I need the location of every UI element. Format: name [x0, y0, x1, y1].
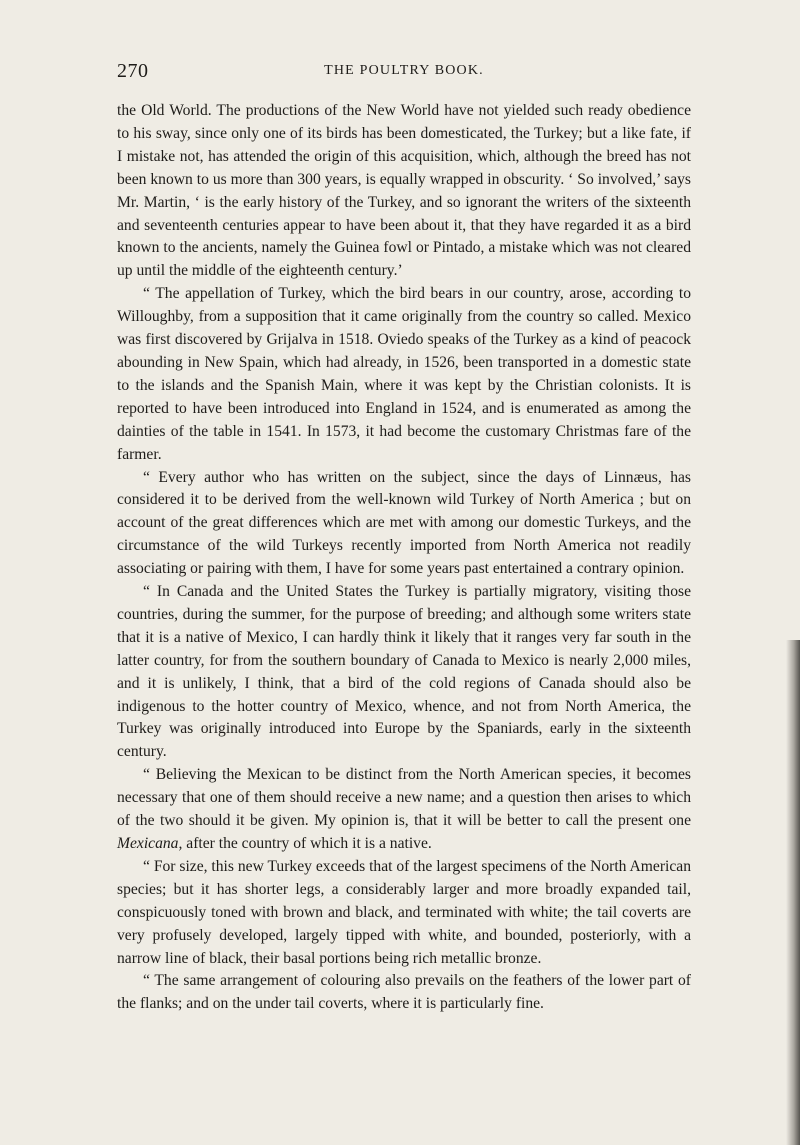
paragraph-5 [117, 764, 691, 856]
paragraph-4-text: “ In Canada and the United States the Turkey is partially migratory, visiting those countries, during the summer, for the purpose of breeding; and although some writers state that it is a native of Mexico, I can hardly think it likely that it ranges very far south in the latter country, for from the southern boundary of Canada to Mexico is nearly 2,000 miles, and it is unlikely, I think, that a bird of the cold regions of Canada should also be indigenous to the hotter country of Mexico, whence, and not from North America, the Turkey was originally introduced into Europe by the Spaniards, early in the sixteenth century. [117, 583, 691, 761]
running-head: THE POULTRY BOOK. [324, 63, 484, 78]
paragraph-6-text: “ For size, this new Turkey exceeds that of the largest specimens of the North American species; but it has shorter legs, a considerably larger and more broadly expanded tail, conspicuously toned with brown and black, and terminated with white; the tail coverts are very profusely developed, largely tipped with white, and bounded, posteriorly, with a narrow line of black, their basal portions being rich metallic bronze. [117, 857, 691, 967]
paragraph-3-text: “ Every author who has written on the subject, since the days of Linnæus, has considered it to be derived from the well-known wild Turkey of North America ; but on account of the great differences which are met with among our domestic Turkeys, and the circumstance of the wild Turkeys recently imported from North America not readily associating or pairing with them, I have for some years past entertained a contrary opinion. [117, 468, 691, 578]
page-edge-shadow [786, 640, 800, 1145]
paragraph-5-italic-species-name: Mexicana, [117, 835, 183, 852]
paragraph-5-text-b: after the country of which it is a native. [182, 835, 432, 852]
paragraph-4 [117, 581, 691, 764]
paragraph-1 [117, 100, 691, 283]
paragraph-2-text: “ The appellation of Turkey, which the bird bears in our country, arose, according to Willoughby, from a supposition that it came originally from the country so called. Mexico was first discovered by Grijalva in 1518. Oviedo speaks of the Turkey as a kind of peacock abounding in New Spain, which had already, in 1526, been transported in a domestic state to the islands and the Spanish Main, where it was kept by the Christian colonists. It is reported to have been introduced into England in 1524, and is enumerated as among the dainties of the table in 1541. In 1573, it had become the customary Christmas fare of the farmer. [117, 285, 691, 463]
body-text [117, 100, 691, 1016]
paragraph-6 [117, 856, 691, 971]
paragraph-2 [117, 283, 691, 466]
page-header [117, 60, 691, 86]
page-number: 270 [117, 60, 149, 82]
paragraph-7-text: “ The same arrangement of colouring also prevails on the feathers of the lower part of the flanks; and on the under tail coverts, where it is particularly fine. [117, 972, 691, 1013]
paragraph-7 [117, 970, 691, 1016]
paragraph-3 [117, 467, 691, 582]
paragraph-5-text-a: “ Believing the Mexican to be distinct from the North American species, it becomes necessary that one of them should receive a new name; and a question then arises to which of the two should it be given. My opinion is, that it will be better to call the present one [117, 766, 691, 830]
paragraph-1-text: the Old World. The productions of the New World have not yielded such ready obedience to his sway, since only one of its birds has been domesticated, the Turkey; but a like fate, if I mistake not, has attended the origin of this acquisition, which, although the breed has not been known to us more than 300 years, is equally wrapped in obscurity. ‘ So involved,’ says Mr. Martin, ‘ is the early history of the Turkey, and so ignorant the writers of the sixteenth and seventeenth centuries appear to have been about it, that they have regarded it as a bird known to the ancients, namely the Guinea fowl or Pintado, a mistake which was not cleared up until the middle of the eighteenth century.’ [117, 102, 691, 280]
